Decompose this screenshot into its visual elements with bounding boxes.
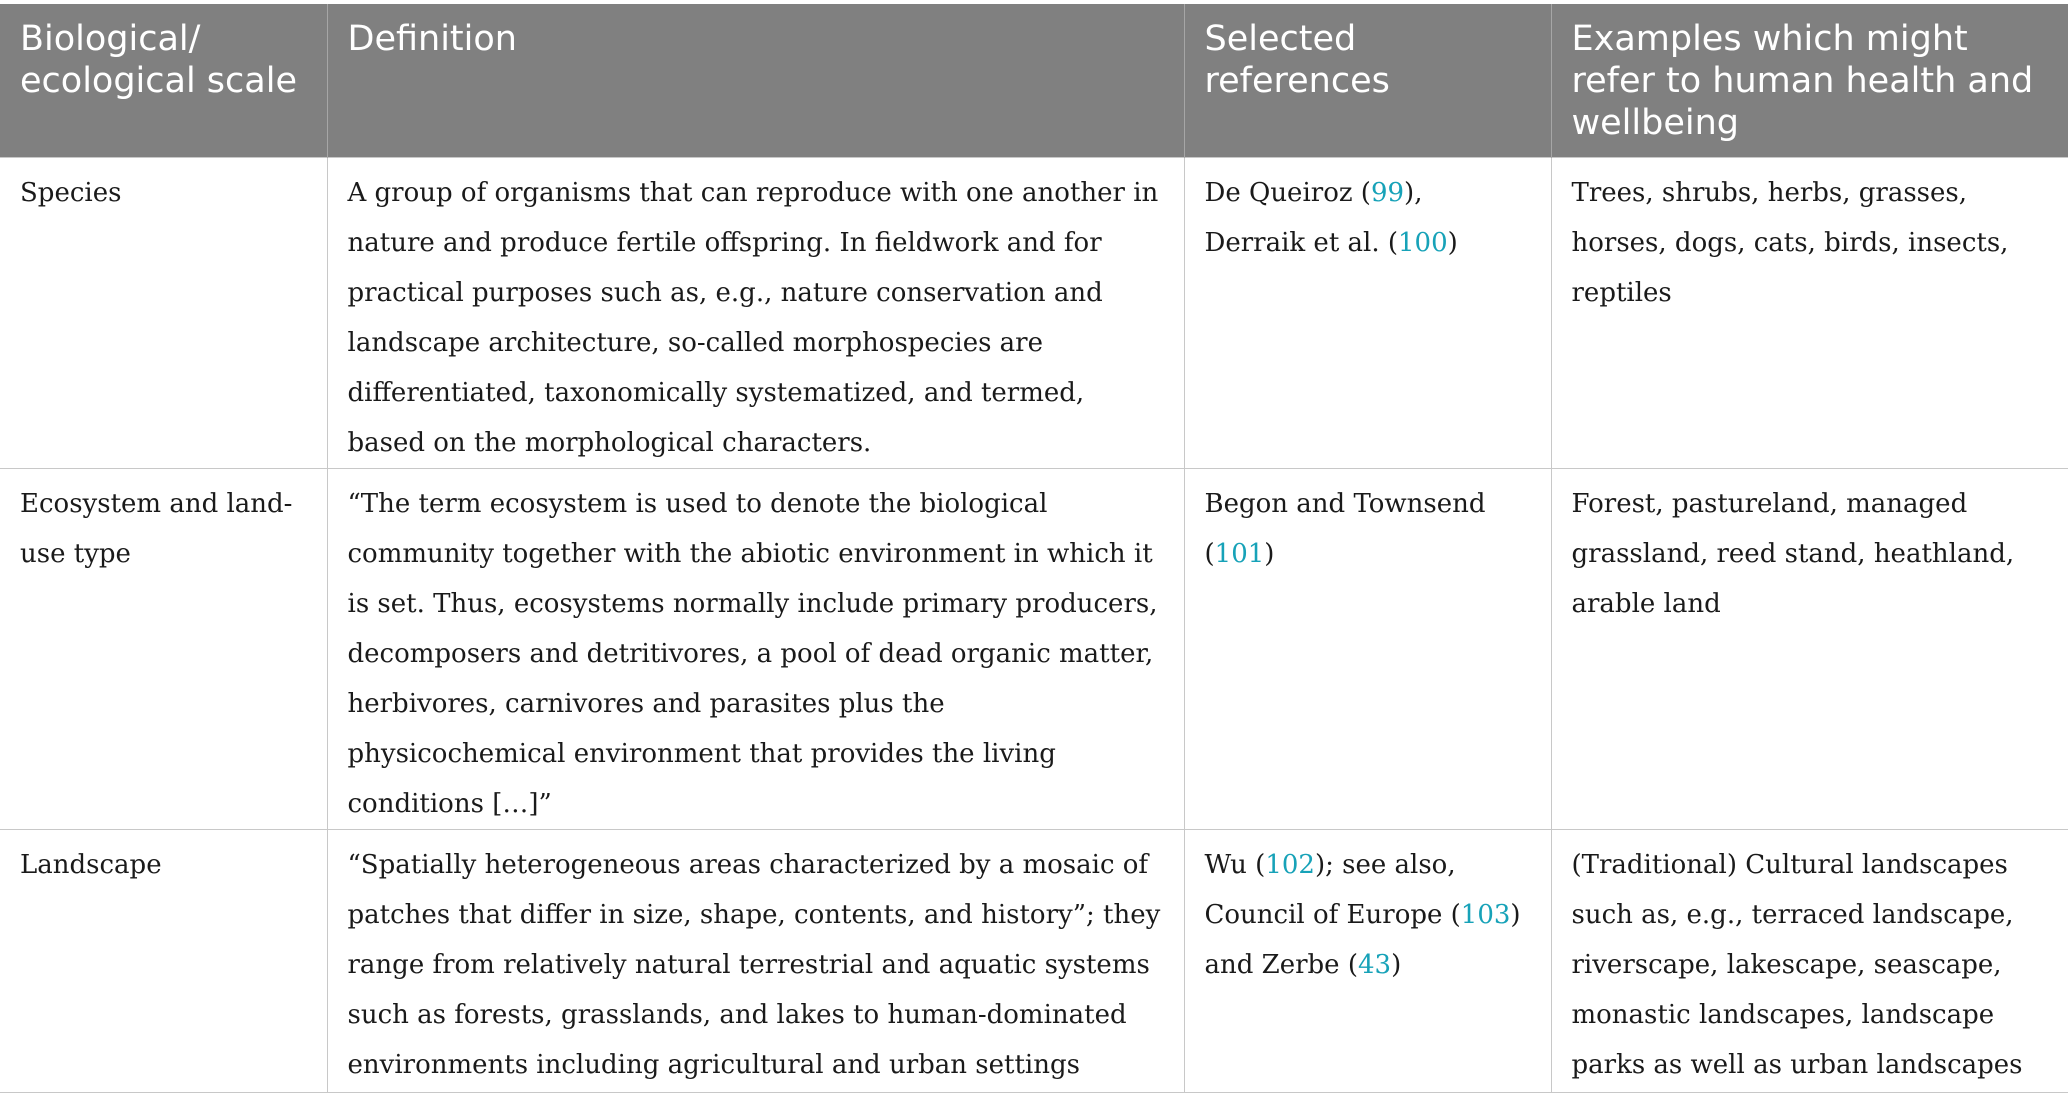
reference-text: Begon and Townsend ( (1204, 488, 1486, 569)
cell-definition: A group of organisms that can reproduce with one another in nature and produce fertile offspring. In fieldwork and for practical purposes such as, e.g., nature conservation and landscape architecture, so-called morphospecies are differentiated, taxonomically systematized, and termed, based on the morphological characters. (327, 157, 1184, 468)
cell-definition: “The term ecosystem is used to denote the biological community together with the abiotic environment in which it is set. Thus, ecosystems normally include primary producers, decomposers and detritivores, a pool of dead organic matter, herbivores, carnivores and parasites plus the physicochemical environment that provides the living conditions […]” (327, 468, 1184, 829)
header-selected-references: Selected references (1184, 4, 1551, 157)
table-header-row (0, 4, 2068, 157)
reference-text: De Queiroz ( (1204, 177, 1371, 208)
header-biological-scale: Biological/ ecological scale (0, 4, 327, 157)
table-row (0, 468, 2068, 829)
cell-examples: (Traditional) Cultural landscapes such as, e.g., terraced landscape, riverscape, lakescape, seascape, monastic landscapes, landscape parks as well as urban landscapes (1551, 829, 2068, 1092)
reference-text: ); see also, Council of Europe ( (1204, 849, 1461, 930)
table-row (0, 157, 2068, 468)
reference-link[interactable]: 102 (1265, 849, 1315, 880)
reference-link[interactable]: 103 (1460, 899, 1511, 930)
reference-link[interactable]: 100 (1398, 227, 1448, 258)
table-row (0, 829, 2068, 1092)
cell-references (1184, 468, 1551, 829)
header-definition: Definition (327, 4, 1184, 157)
cell-scale: Species (0, 157, 327, 468)
reference-text: ) (1447, 227, 1458, 258)
cell-references (1184, 157, 1551, 468)
cell-examples: Trees, shrubs, herbs, grasses, horses, dogs, cats, birds, insects, reptiles (1551, 157, 2068, 468)
cell-scale: Ecosystem and land-use type (0, 468, 327, 829)
cell-examples: Forest, pastureland, managed grassland, reed stand, heathland, arable land (1551, 468, 2068, 829)
header-examples: Examples which might refer to human health and wellbeing (1551, 4, 2068, 157)
reference-text: ) and Zerbe ( (1204, 899, 1521, 980)
cell-references (1184, 829, 1551, 1092)
reference-link[interactable]: 43 (1357, 949, 1392, 980)
cell-scale: Landscape (0, 829, 327, 1092)
biological-scales-table (0, 4, 2068, 1093)
reference-text: ), Derraik et al. ( (1204, 177, 1423, 258)
reference-text: Wu ( (1204, 849, 1266, 880)
reference-link[interactable]: 99 (1370, 177, 1405, 208)
reference-text: ) (1264, 538, 1275, 569)
cell-definition: “Spatially heterogeneous areas characterized by a mosaic of patches that differ in size, shape, contents, and history”; they range from relatively natural terrestrial and aquatic systems such as forests, grasslands, and lakes to human-dominated environments including agricultural and urban settings (327, 829, 1184, 1092)
reference-text: ) (1391, 949, 1402, 980)
biological-scales-table-container (0, 4, 2068, 1093)
reference-link[interactable]: 101 (1214, 538, 1265, 569)
